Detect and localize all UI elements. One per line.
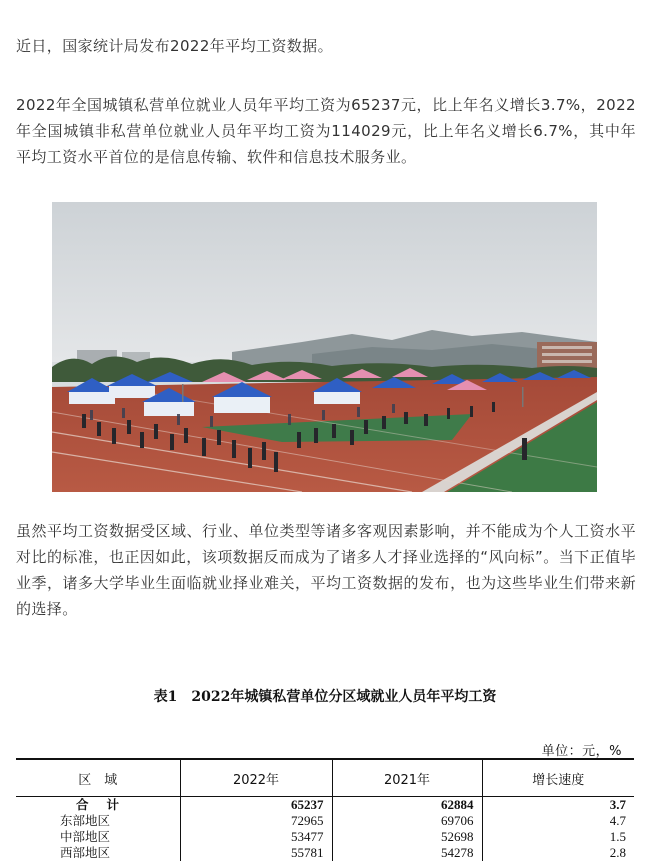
- cell-growth: 2.8: [482, 845, 634, 861]
- cell-2021: 69706: [332, 813, 482, 829]
- header-2021: 2021年: [332, 759, 482, 797]
- cell-growth: 3.7: [482, 797, 634, 814]
- cell-2022: 55781: [180, 845, 332, 861]
- header-region: 区 域: [16, 759, 180, 797]
- cell-2022: 72965: [180, 813, 332, 829]
- header-2022: 2022年: [180, 759, 332, 797]
- table-title: [0, 686, 650, 706]
- article-intro: 近日，国家统计局发布2022年平均工资数据。: [16, 37, 333, 55]
- article-paragraph-career-guidance: 虽然平均工资数据受区域、行业、单位类型等诸多客观因素影响，并不能成为个人工资水平对比的标准，也正因如此，该项数据反而成为了诸多人才择业选择的“风向标”。当下正值毕业季，诸多大学毕业生面临就业择业难关，平均工资数据的发布，也为这些毕业生们带来新的选择。: [16, 522, 636, 618]
- cell-region: 西部地区: [60, 845, 111, 860]
- cell-growth: 1.5: [482, 829, 634, 845]
- cell-2022: 65237: [180, 797, 332, 814]
- table-number: 表1: [153, 689, 178, 705]
- header-growth: 增长速度: [482, 759, 634, 797]
- cell-growth: 4.7: [482, 813, 634, 829]
- table-row: [16, 813, 634, 829]
- cell-region: 中部地区: [60, 829, 111, 844]
- cell-region: 合计: [76, 797, 138, 812]
- job-fair-photo: [52, 202, 597, 492]
- cell-2021: 52698: [332, 829, 482, 845]
- table-row: [16, 845, 634, 861]
- cell-2021: 62884: [332, 797, 482, 814]
- table-header-row: [16, 759, 634, 797]
- table-row: [16, 829, 634, 845]
- cell-2022: 53477: [180, 829, 332, 845]
- table-title-text: 2022年城镇私营单位分区域就业人员年平均工资: [191, 689, 497, 705]
- table-row-total: [16, 797, 634, 814]
- cell-2021: 54278: [332, 845, 482, 861]
- cell-region: 东部地区: [60, 813, 111, 828]
- table-unit: 单位：元，%: [541, 744, 622, 759]
- wage-table: [16, 758, 634, 861]
- article-paragraph-wage-stats: 2022年全国城镇私营单位就业人员年平均工资为65237元，比上年名义增长3.7%，2022年全国城镇非私营单位就业人员年平均工资为114029元，比上年名义增长6.7%，其中年平均工资水平首位的是信息传输、软件和信息技术服务业。: [16, 96, 636, 166]
